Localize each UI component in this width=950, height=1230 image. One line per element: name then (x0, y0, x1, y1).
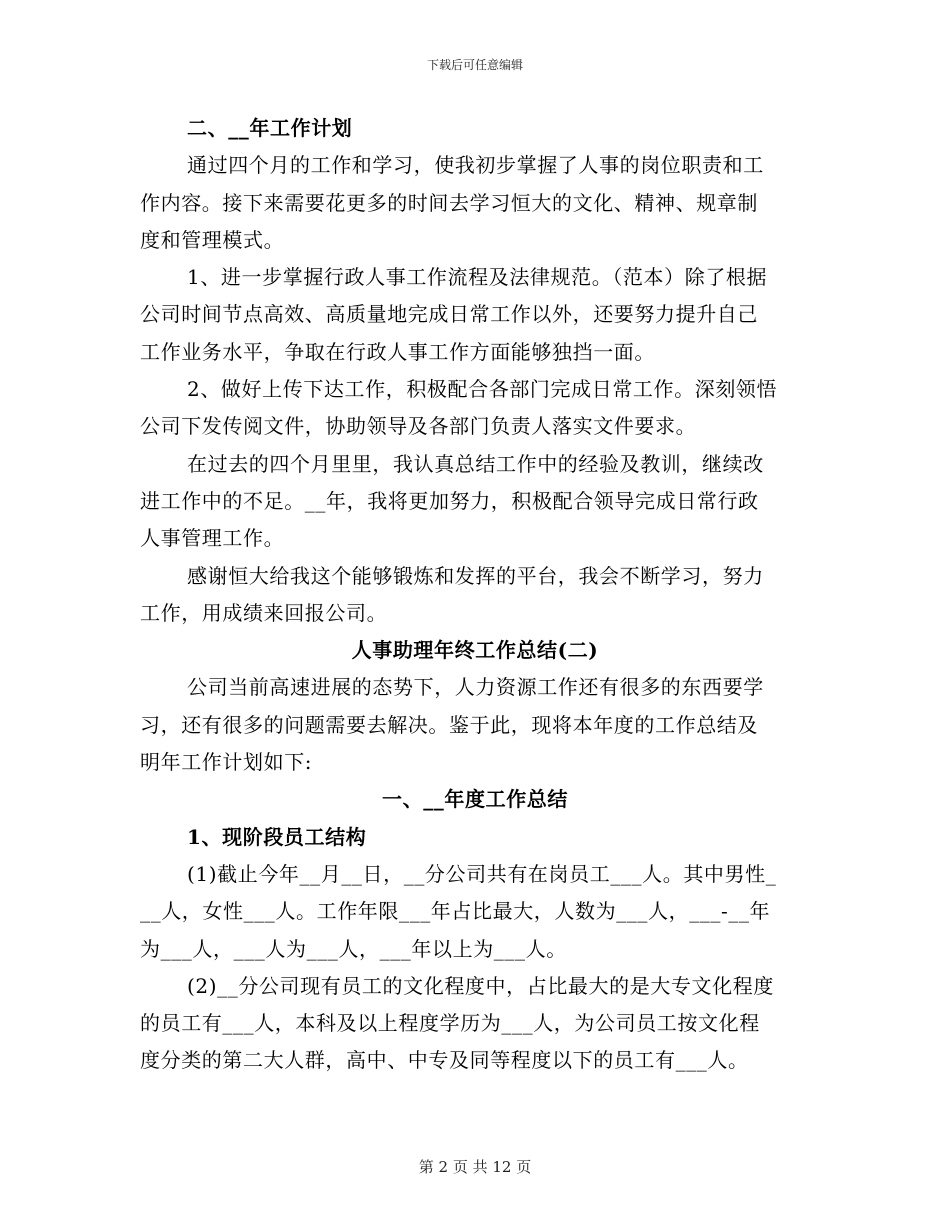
paragraph-line: 公司时间节点高效、高质量地完成日常工作以外，还要努力提升自己 (140, 302, 758, 327)
document-body (140, 110, 810, 1080)
paragraph-line: 习，还有很多的问题需要去解决。鉴于此，现将本年度的工作总结及 (140, 712, 758, 737)
paragraph-line: 2、做好上传下达工作，积极配合各部门完成日常工作。深刻领悟 (187, 377, 778, 402)
paragraph-line: 1、进一步掌握行政人事工作流程及法律规范。（范本）除了根据 (187, 265, 768, 290)
paragraph-line: 感谢恒大给我这个能够锻炼和发挥的平台，我会不断学习，努力 (187, 563, 764, 588)
paragraph-line: 工作业务水平，争取在行政人事工作方面能够独挡一面。 (140, 339, 655, 364)
paragraph-line: 通过四个月的工作和学习，使我初步掌握了人事的岗位职责和工 (187, 153, 764, 178)
section-heading: 一、__年度工作总结 (382, 787, 568, 812)
document-title: 人事助理年终工作总结(二) (351, 638, 599, 663)
paragraph-line: 的员工有___人，本科及以上程度学历为___人，为公司员工按文化程 (140, 1011, 760, 1036)
paragraph-line: (1)截止今年__月__日，__分公司共有在岗员工___人。其中男性_ (187, 861, 777, 886)
subsection-heading: 1、现阶段员工结构 (187, 824, 367, 849)
paragraph-line: (2)__分公司现有员工的文化程度中，占比最大的是大专文化程度 (187, 973, 774, 998)
page-header: 下载后可任意编辑 (426, 58, 523, 72)
paragraph-line: 公司当前高速进展的态势下，人力资源工作还有很多的东西要学 (187, 675, 764, 700)
paragraph-line: 明年工作计划如下: (140, 750, 313, 775)
paragraph-line: 人事管理工作。 (140, 526, 285, 551)
paragraph-line: 度和管理模式。 (140, 227, 285, 252)
paragraph-line: 作内容。接下来需要花更多的时间去学习恒大的文化、精神、规章制 (140, 190, 758, 215)
paragraph-line: 度分类的第二大人群，高中、中专及同等程度以下的员工有___人。 (140, 1048, 749, 1073)
page-footer: 第 2 页 共 12 页 (418, 1158, 532, 1176)
paragraph-line: 工作，用成绩来回报公司。 (140, 600, 388, 625)
paragraph-line: 进工作中的不足。__年，我将更加努力，积极配合领导完成日常行政 (140, 488, 759, 513)
paragraph-line: __人，女性___人。工作年限___年占比最大，人数为___人，___-__年 (140, 899, 771, 924)
paragraph-line: 为___人，___人为___人，___年以上为___人。 (140, 936, 567, 961)
paragraph-line: 在过去的四个月里里，我认真总结工作中的经验及教训，继续改 (187, 451, 764, 476)
section-heading: 二、__年工作计划 (187, 116, 353, 140)
paragraph-line: 公司下发传阅文件，协助领导及各部门负责人落实文件要求。 (140, 414, 697, 439)
